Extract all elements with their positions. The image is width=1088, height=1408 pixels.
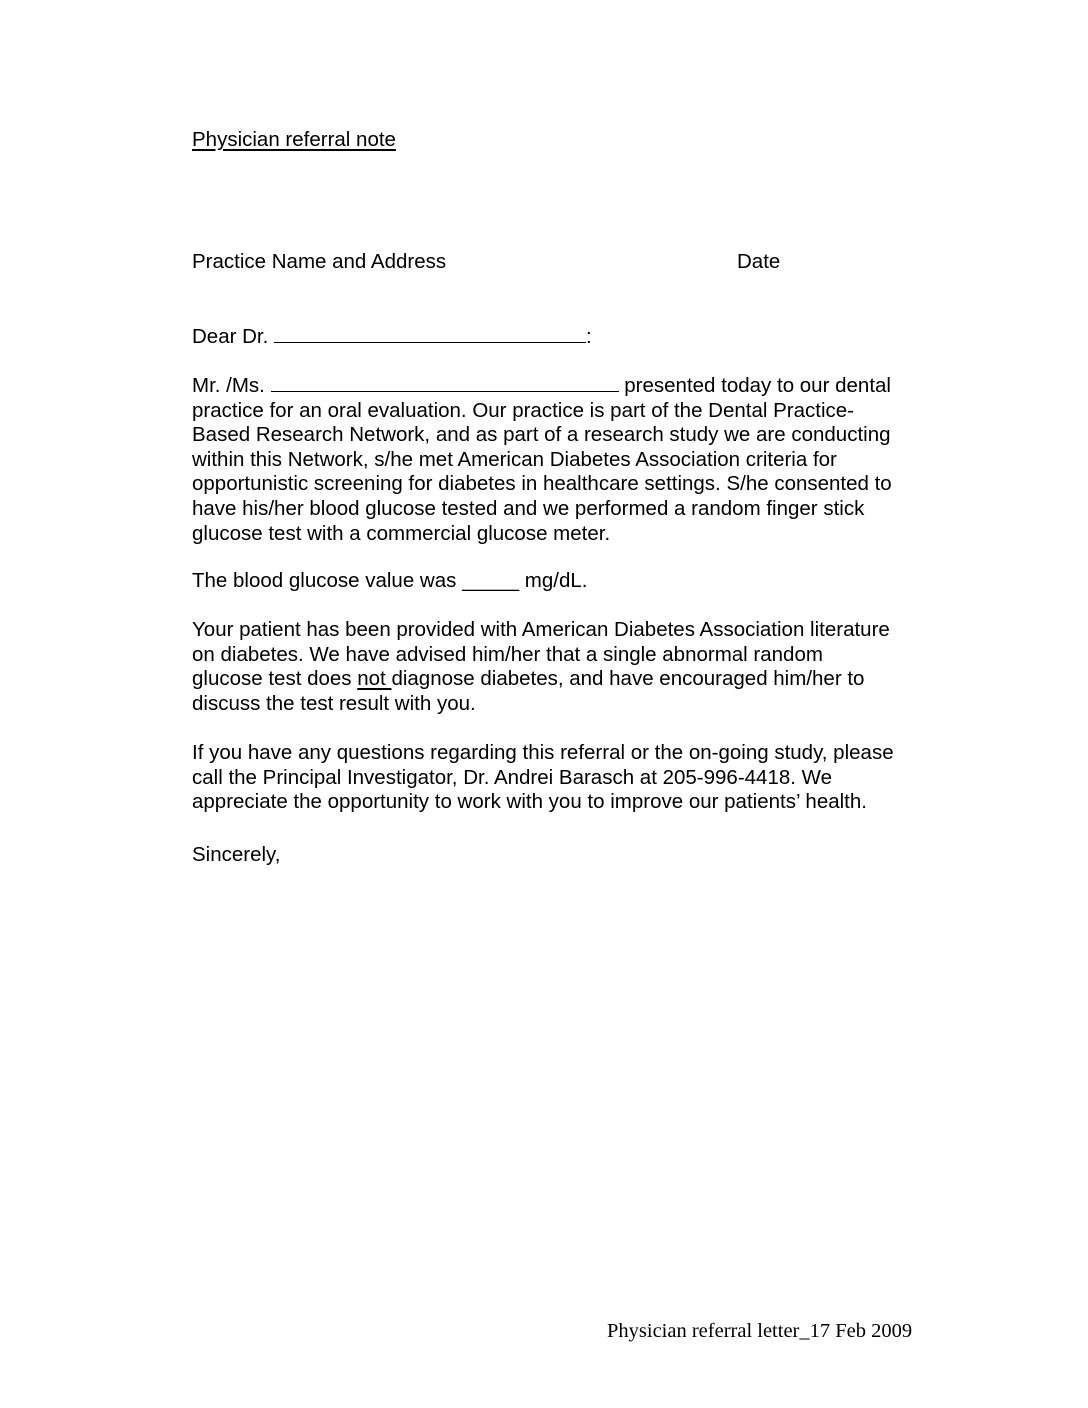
date-label: Date — [737, 250, 781, 273]
paragraph-line: call the Principal Investigator, Dr. Andrei Barasch at 205-996-4418. We — [192, 765, 833, 789]
glucose-prefix: The blood glucose value was — [192, 569, 463, 592]
paragraph-line: If you have any questions regarding this referral or the on-going study, please — [192, 741, 894, 764]
paragraph-line: on diabetes. We have advised him/her that a single abnormal random — [192, 642, 823, 666]
paragraph-presentation — [192, 373, 952, 546]
patient-prefix: Mr. /Ms. — [192, 374, 271, 397]
paragraph-line: Your patient has been provided with American Diabetes Association literature — [192, 618, 890, 641]
practice-name-address-label: Practice Name and Address — [192, 250, 447, 273]
paragraph-line — [192, 373, 952, 399]
line-prefix: glucose test does — [192, 667, 358, 691]
paragraph-line: have his/her blood glucose tested and we performed a random finger stick — [192, 496, 865, 520]
document-title: Physician referral note — [192, 128, 396, 151]
salutation — [192, 324, 592, 350]
paragraph-questions — [192, 741, 952, 815]
paragraph-line: within this Network, s/he met American Diabetes Association criteria for — [192, 447, 837, 471]
salutation-suffix: : — [586, 325, 592, 348]
patient-suffix: presented today to our dental — [618, 374, 891, 397]
line-suffix: diagnose diabetes, and have encouraged him/her to — [391, 667, 865, 691]
paragraph-literature — [192, 618, 952, 716]
salutation-prefix: Dear Dr. — [192, 325, 275, 348]
paragraph-line: Based Research Network, and as part of a research study we are conducting — [192, 423, 891, 447]
closing: Sincerely, — [192, 843, 281, 866]
patient-name-blank — [271, 373, 619, 392]
paragraph-line — [192, 569, 952, 594]
paragraph-line: discuss the test result with you. — [192, 691, 476, 715]
footer-label: Physician referral letter_17 Feb 2009 — [607, 1320, 913, 1342]
paragraph-line: opportunistic screening for diabetes in healthcare settings. S/he consented to — [192, 472, 892, 496]
paragraph-line: practice for an oral evaluation. Our practice is part of the Dental Practice- — [192, 398, 855, 422]
glucose-suffix: mg/dL. — [519, 569, 588, 592]
glucose-value-blank: _____ — [462, 569, 520, 592]
paragraph-line — [192, 667, 952, 692]
paragraph-line: appreciate the opportunity to work with you to improve our patients’ health. — [192, 790, 867, 814]
doctor-name-blank — [274, 324, 586, 343]
paragraph-line: glucose test with a commercial glucose meter. — [192, 521, 611, 545]
paragraph-glucose-value — [192, 569, 952, 594]
emphasis-not: not — [357, 667, 392, 691]
